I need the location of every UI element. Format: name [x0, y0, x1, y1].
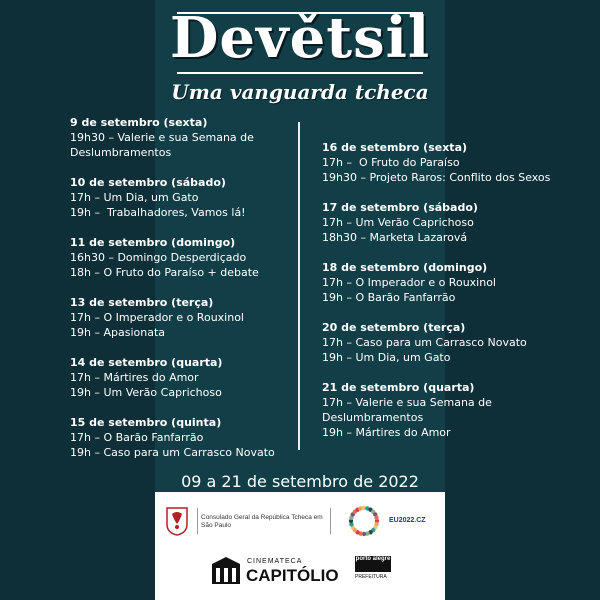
cinemateca-big-label: CAPITÓLIO [246, 566, 339, 585]
screening-line: 17h – Mártires do Amor [70, 371, 199, 384]
eu-star-dot [374, 515, 378, 519]
screening-line: 17h – Caso para um Carrasco Novato [322, 336, 527, 349]
screening-line: 16h30 – Domingo Desperdiçado [70, 251, 247, 264]
footer-separator [197, 508, 198, 534]
consulado-label: Consulado Geral da República Tcheca em São Paulo [201, 514, 323, 529]
poster-title: Devětsil [169, 5, 431, 71]
schedule-day [322, 320, 562, 365]
schedule-day-date: 20 de setembro (terça) [322, 321, 466, 334]
screening-line: 19h30 – Projeto Raros: Conflito dos Sexos [322, 171, 551, 184]
screening-line: 19h30 – Valerie e sua Semana de [70, 131, 254, 144]
screening-line: Deslumbramentos [322, 411, 424, 424]
screening-line: 18h – O Fruto do Paraíso + debate [70, 266, 259, 279]
screening-line: 17h – O Imperador e o Rouxinol [322, 276, 496, 289]
schedule-day-date: 16 de setembro (sexta) [322, 141, 468, 154]
schedule-day [70, 415, 295, 460]
cinemateca-small-label: CINEMATECA [247, 558, 303, 565]
screening-line: 19h – Apasionata [70, 326, 165, 339]
schedule-day-date: 10 de setembro (sábado) [70, 176, 226, 189]
schedule-day [70, 235, 295, 280]
screening-line: 19h – Caso para um Carrasco Novato [70, 446, 275, 459]
schedule-day-date: 17 de setembro (sábado) [322, 201, 478, 214]
eu-presidency-label: EU2022.CZ [389, 517, 426, 524]
schedule-left-column [70, 115, 295, 475]
schedule-day-date: 9 de setembro (sexta) [70, 116, 208, 129]
schedule-right-column [322, 140, 562, 455]
poster-subtitle: Uma vanguarda tcheca [171, 80, 429, 104]
footer-separator [330, 508, 331, 534]
schedule-day-date: 11 de setembro (domingo) [70, 236, 236, 249]
screening-line: Deslumbramentos [70, 146, 172, 159]
screening-line: 17h – Valerie e sua Semana de [322, 396, 492, 409]
screening-line: 18h30 – Marketa Lazarová [322, 231, 468, 244]
schedule-day [70, 115, 295, 160]
screening-line: 17h – Um Verão Caprichoso [322, 216, 474, 229]
schedule-day [322, 140, 562, 185]
cinemateca-building-icon [210, 556, 242, 586]
schedule-day [70, 175, 295, 220]
screening-line: 19h – Um Verão Caprichoso [70, 386, 222, 399]
porto-alegre-logo: porto alegre [355, 556, 391, 572]
porto-alegre-prefeitura-label: PREFEITURA [355, 574, 387, 580]
schedule-day-date: 18 de setembro (domingo) [322, 261, 488, 274]
eu-presidency-star-icon [347, 504, 381, 538]
screening-line: 17h – O Fruto do Paraíso [322, 156, 460, 169]
column-divider [298, 122, 300, 450]
schedule-day-date: 21 de setembro (quarta) [322, 381, 475, 394]
schedule-day [70, 355, 295, 400]
schedule-day-date: 13 de setembro (terça) [70, 296, 214, 309]
event-period: 09 a 21 de setembro de 2022 [181, 472, 419, 491]
screening-line: 17h – O Imperador e o Rouxinol [70, 311, 244, 324]
schedule-day [322, 380, 562, 440]
screening-line: 19h – Trabalhadores, Vamos lá! [70, 206, 246, 219]
sponsor-footer [155, 492, 445, 600]
screening-line: 17h – Um Dia, um Gato [70, 191, 199, 204]
schedule-day-date: 15 de setembro (quinta) [70, 416, 222, 429]
screening-line: 19h – O Barão Fanfarrão [322, 291, 456, 304]
screening-line: 19h – Um Dia, um Gato [322, 351, 451, 364]
screening-line: 19h – Mártires do Amor [322, 426, 451, 439]
title-rule-bottom [177, 72, 423, 74]
schedule-day [322, 260, 562, 305]
schedule-day [70, 295, 295, 340]
czech-coat-of-arms-icon [165, 506, 189, 536]
schedule-day-date: 14 de setembro (quarta) [70, 356, 223, 369]
screening-line: 17h – O Barão Fanfarrão [70, 431, 204, 444]
schedule-day [322, 200, 562, 245]
